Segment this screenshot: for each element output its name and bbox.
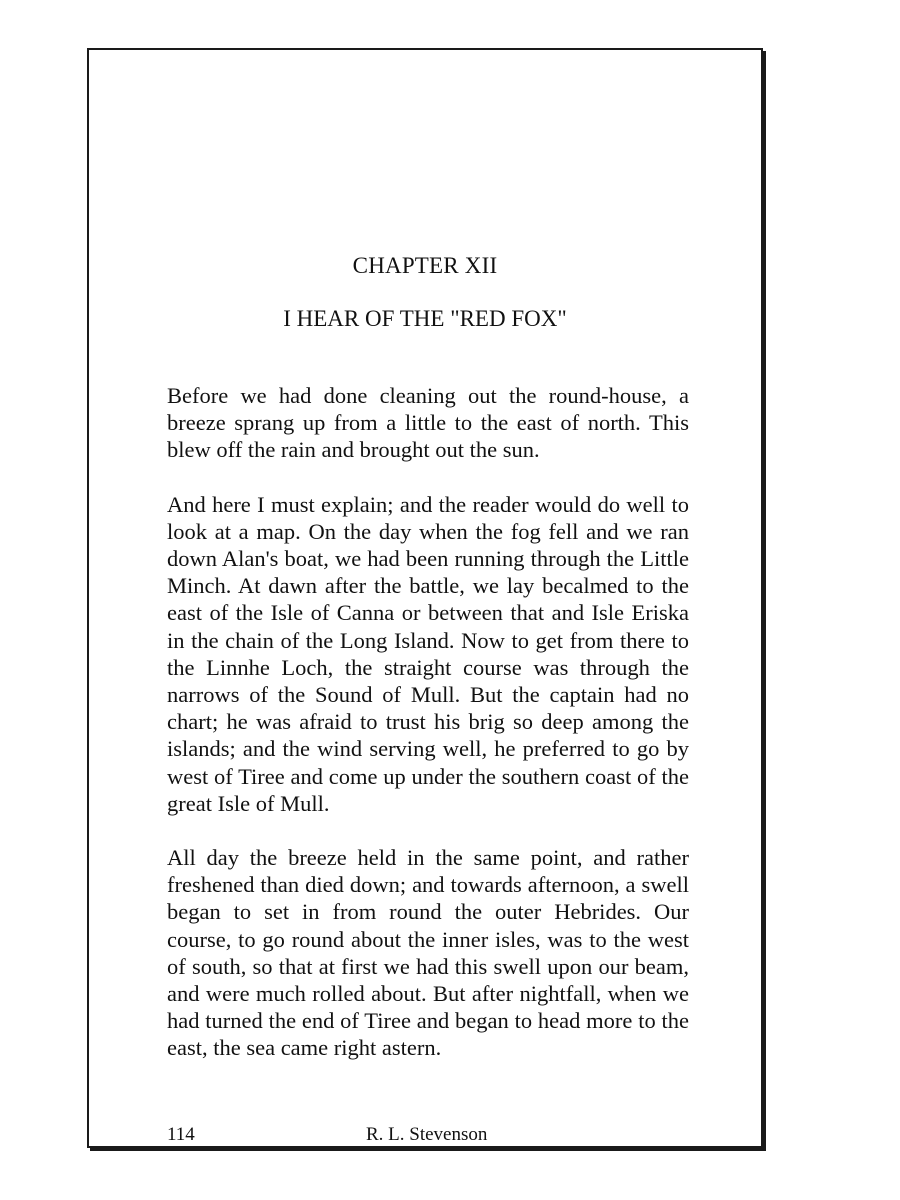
paragraph-2: And here I must explain; and the reader would do well to look at a map. On the day when the fog fell and we ran down Alan's boat, we had been running through the Little Minch. At dawn after the battle, we lay becalmed to the east of the Isle of Canna or between that and Isle Eriska in the chain of the Long Island. Now to get from there to the Linnhe Loch, the straight course was through the narrows of the Sound of Mull. But the captain had no chart; he was afraid to trust his brig so deep among the islands; and the wind serving well, he preferred to go by west of Tiree and come up under the southern coast of the great Isle of Mull. [167, 491, 689, 816]
chapter-body [167, 382, 689, 1089]
chapter-number: CHAPTER XII [352, 253, 498, 278]
chapter-title: I HEAR OF THE "RED FOX" [283, 306, 567, 331]
paragraph-3: All day the breeze held in the same point, and rather freshened than died down; and towards afternoon, a swell began to set in from round the outer Hebrides. Our course, to go round about the inner isles, was to the west of south, so that at first we had this swell upon our beam, and were much rolled about. But after nightfall, when we had turned the end of Tiree and began to head more to the east, the sea came right astern. [167, 845, 689, 1061]
page-number: 114 [167, 1124, 195, 1145]
running-footer-author: R. L. Stevenson [366, 1124, 488, 1145]
book-page [87, 48, 763, 1148]
paragraph-1: Before we had done cleaning out the round-house, a breeze sprang up from a little to the east of north. This blew off the rain and brought out the sun. [167, 383, 689, 463]
